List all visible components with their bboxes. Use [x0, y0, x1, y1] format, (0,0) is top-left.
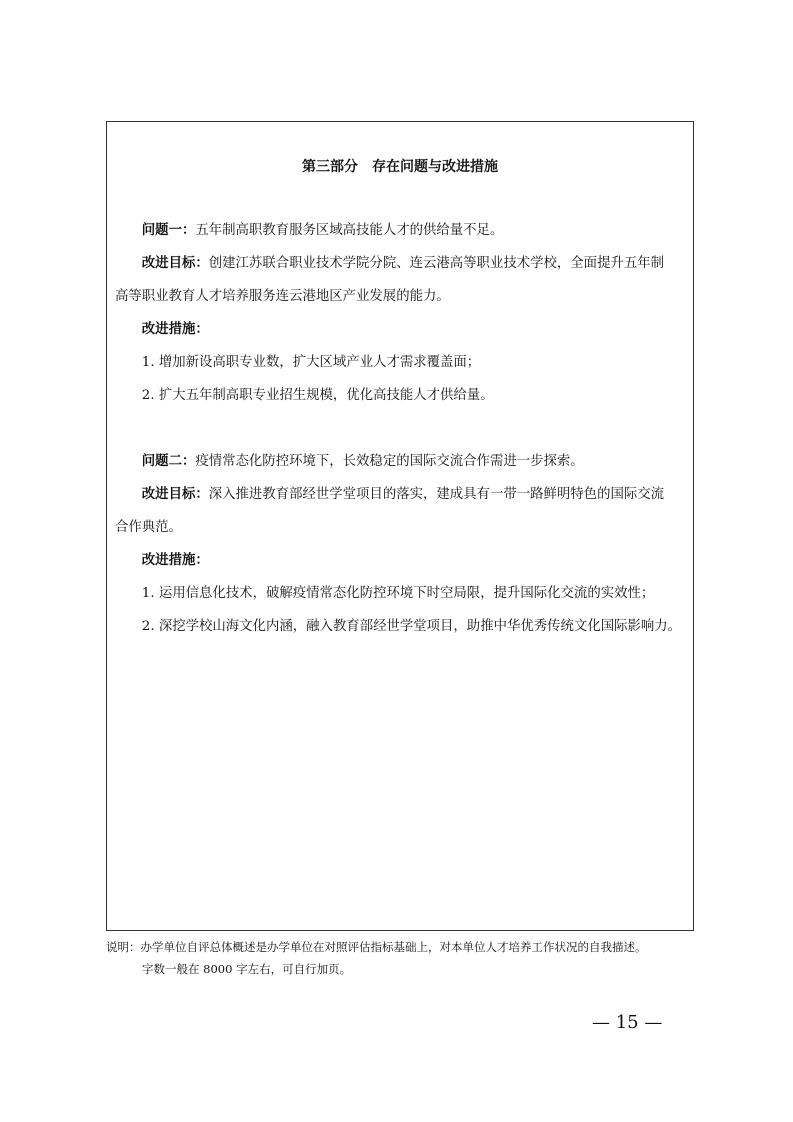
goal-2-text-line2: 合作典范。 — [115, 520, 182, 535]
problem-1 — [115, 214, 687, 247]
problem-1-label: 问题一： — [141, 222, 196, 238]
content-frame — [106, 121, 694, 931]
goal-2-continued — [115, 511, 687, 544]
goal-2-text-line1: 深入推进教育部经世学堂项目的落实，建成具有一带一路鲜明特色的国际交流 — [208, 487, 665, 502]
section-gap — [115, 412, 687, 445]
problem-2-label: 问题二： — [141, 453, 196, 469]
measure-1-1: 1. 增加新设高职专业数，扩大区域产业人才需求覆盖面； — [141, 355, 481, 370]
footnote-line-1: 说明：办学单位自评总体概述是办学单位在对照评估指标基础上，对本单位人才培养工作状况的自我描述。 — [106, 940, 647, 954]
goal-1-label: 改进目标： — [141, 255, 209, 271]
goal-1-continued — [115, 280, 687, 313]
measures-1-label: 改进措施： — [141, 321, 209, 337]
measures-2-label: 改进措施： — [141, 552, 209, 568]
footnote — [106, 936, 706, 980]
page-number: — 15 — — [592, 1012, 663, 1033]
measure-2-1: 1. 运用信息化技术，破解疫情常态化防控环境下时空局限，提升国际化交流的实效性； — [141, 586, 655, 601]
problem-2-text: 疫情常态化防控环境下，长效稳定的国际交流合作需进一步探索。 — [195, 454, 584, 469]
problem-2 — [115, 445, 687, 478]
measures-1-heading — [115, 313, 687, 346]
measures-2-heading — [115, 544, 687, 577]
goal-2-label: 改进目标： — [141, 486, 209, 502]
goal-1-text-line2: 高等职业教育人才培养服务连云港地区产业发展的能力。 — [115, 289, 450, 304]
section-title: 第三部分 存在问题与改进措施 — [302, 159, 498, 175]
measure-2-2: 2. 深挖学校山海文化内涵，融入教育部经世学堂项目，助推中华优秀传统文化国际影响力。 — [141, 619, 682, 634]
measure-1-2: 2. 扩大五年制高职专业招生规模，优化高技能人才供给量。 — [141, 388, 494, 403]
content-body — [115, 214, 687, 643]
goal-1-text-line1: 创建江苏联合职业技术学院分院、连云港高等职业技术学校，全面提升五年制 — [208, 256, 665, 271]
problem-1-text: 五年制高职教育服务区域高技能人才的供给量不足。 — [195, 223, 504, 238]
goal-2 — [115, 478, 687, 511]
goal-1 — [115, 247, 687, 280]
footnote-line-2: 字数一般在 8000 字左右，可自行加页。 — [142, 962, 352, 976]
